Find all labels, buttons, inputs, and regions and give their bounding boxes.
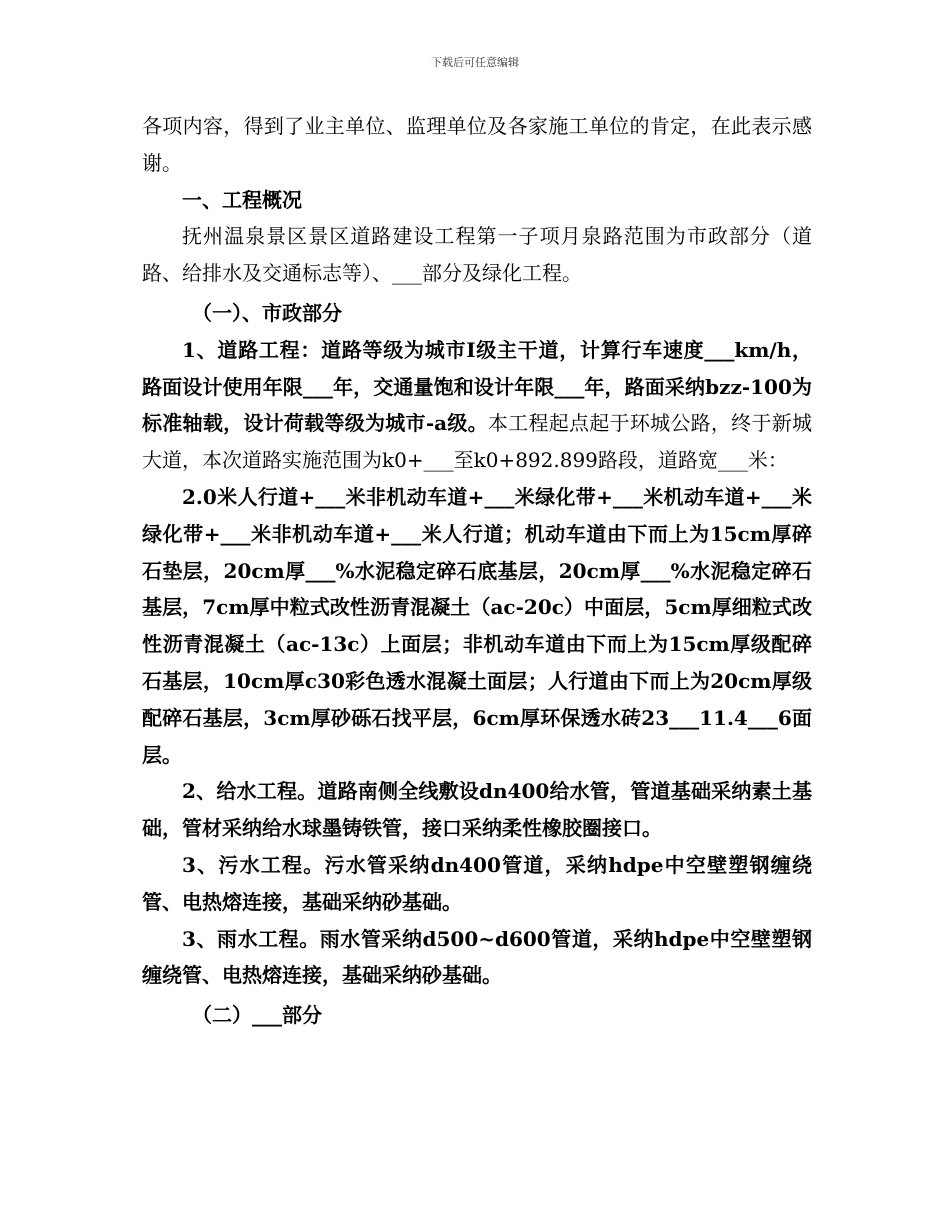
document-body — [142, 108, 812, 1034]
paragraph-road-cross-section: 2.0米人行道+___米非机动车道+___米绿化带+___米机动车道+___米绿化带+___米非机动车道+___米人行道；机动车道由下而上为15cm厚碎石垫层，20cm厚___%水泥稳定碎石底基层，20cm厚___%水泥稳定碎石基层，7cm厚中粒式改性沥青混凝土（ac-20c）中面层，5cm厚细粒式改性沥青混凝土（ac-13c）上面层；非机动车道由下而上为15cm厚级配碎石基层，10cm厚c30彩色透水混凝土面层；人行道由下而上为20cm厚级配碎石基层，3cm厚砂砾石找平层，6cm厚环保透水砖23___11.4___6面层。 — [142, 484, 812, 767]
paragraph-sewage: 3、污水工程。污水管采纳dn400管道，采纳hdpe中空壁塑钢缠绕管、电热熔连接，基础采纳砂基础。 — [142, 852, 812, 914]
paragraph-continuation: 各项内容，得到了业主单位、监理单位及各家施工单位的肯定，在此表示感谢。 — [142, 114, 812, 175]
road-engineering-bold-text: 1、道路工程：道路等级为城市Ⅰ级主干道，计算行车速度___km/h，路面设计使用年限___年，交通量饱和设计年限___年，路面采纳bzz-100为标准轴载，设计荷载等级为城市-a级。 — [142, 337, 812, 436]
section-heading-overview: 一、工程概况 — [182, 187, 302, 212]
road-engineering-text: 本工程起点起于环城公路，终于新城大道，本次道路实施范围为k0+___至k0+892.899路段，道路宽___米： — [142, 411, 813, 473]
subsection-heading-second: （二）___部分 — [192, 1003, 322, 1028]
paragraph-project-scope: 抚州温泉景区景区道路建设工程第一子项月泉路范围为市政部分（道路、给排水及交通标志等）、___部分及绿化工程。 — [142, 224, 812, 286]
paragraph-rainwater: 3、雨水工程。雨水管采纳d500~d600管道，采纳hdpe中空壁塑钢缠绕管、电热熔连接，基础采纳砂基础。 — [142, 926, 812, 988]
paragraph-road-engineering — [142, 332, 812, 479]
page-header: 下载后可任意编辑 — [431, 56, 519, 69]
subsection-heading-municipal: （一）、市政部分 — [192, 300, 342, 325]
paragraph-water-supply: 2、给水工程。道路南侧全线敷设dn400给水管，管道基础采纳素土基础，管材采纳给水球墨铸铁管，接口采纳柔性橡胶圈接口。 — [142, 779, 812, 841]
